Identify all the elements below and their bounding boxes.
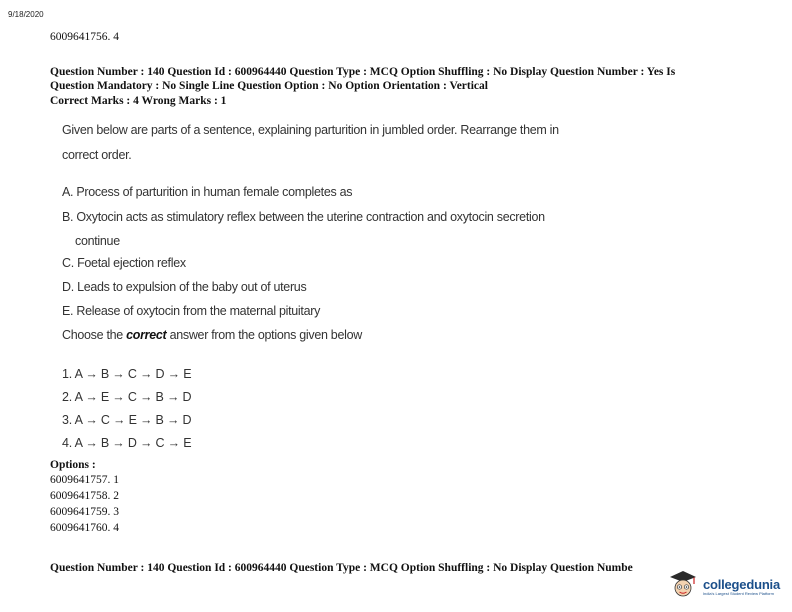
option-id-3: 6009641759. 3 xyxy=(50,506,119,518)
choice-4: 4. A → B → D → C → E xyxy=(62,436,192,450)
option-id-4: 6009641760. 4 xyxy=(50,522,119,534)
choice-3: 3. A → C → E → B → D xyxy=(62,413,192,427)
choice-2: 2. A → E → C → B → D xyxy=(62,390,192,404)
sentence-part-a: A. Process of parturition in human female completes as xyxy=(62,185,353,199)
logo-wordmark: collegedunia xyxy=(702,577,780,592)
answer-instruction: Choose the correct answer from the options given below xyxy=(62,328,362,342)
question-meta-line-1: Question Number : 140 Question Id : 600964440 Question Type : MCQ Option Shuffling : No Display Question Number : Yes Is xyxy=(50,66,676,78)
print-date: 9/18/2020 xyxy=(8,10,44,19)
question-meta-line-2: Question Mandatory : No Single Line Question Option : No Option Orientation : Vertical xyxy=(50,80,488,92)
sentence-part-c: C. Foetal ejection reflex xyxy=(62,256,186,270)
answer-instruction-emphasis: correct xyxy=(126,328,167,342)
question-stem-line-2: correct order. xyxy=(62,148,132,162)
sentence-part-d: D. Leads to expulsion of the baby out of uterus xyxy=(62,280,307,294)
choice-1: 1. A → B → C → D → E xyxy=(62,367,192,381)
options-label: Options : xyxy=(50,459,96,471)
sentence-part-e: E. Release of oxytocin from the maternal pituitary xyxy=(62,304,321,318)
sentence-part-b: B. Oxytocin acts as stimulatory reflex between the uterine contraction and oxytocin secretion xyxy=(62,210,545,224)
next-question-meta: Question Number : 140 Question Id : 600964440 Question Type : MCQ Option Shuffling : No Display Question Numbe xyxy=(50,562,633,574)
question-marks: Correct Marks : 4 Wrong Marks : 1 xyxy=(50,95,227,107)
graduate-mascot-icon xyxy=(666,567,700,606)
option-id-2: 6009641758. 2 xyxy=(50,490,119,502)
sentence-part-b-continued: continue xyxy=(75,234,120,248)
collegedunia-logo xyxy=(666,567,780,606)
previous-option-id: 6009641756. 4 xyxy=(50,31,119,43)
logo-tagline: India's Largest Student Review Platform xyxy=(702,591,774,596)
question-stem-line-1: Given below are parts of a sentence, explaining parturition in jumbled order. Rearrange them in xyxy=(62,123,559,137)
option-id-1: 6009641757. 1 xyxy=(50,474,119,486)
